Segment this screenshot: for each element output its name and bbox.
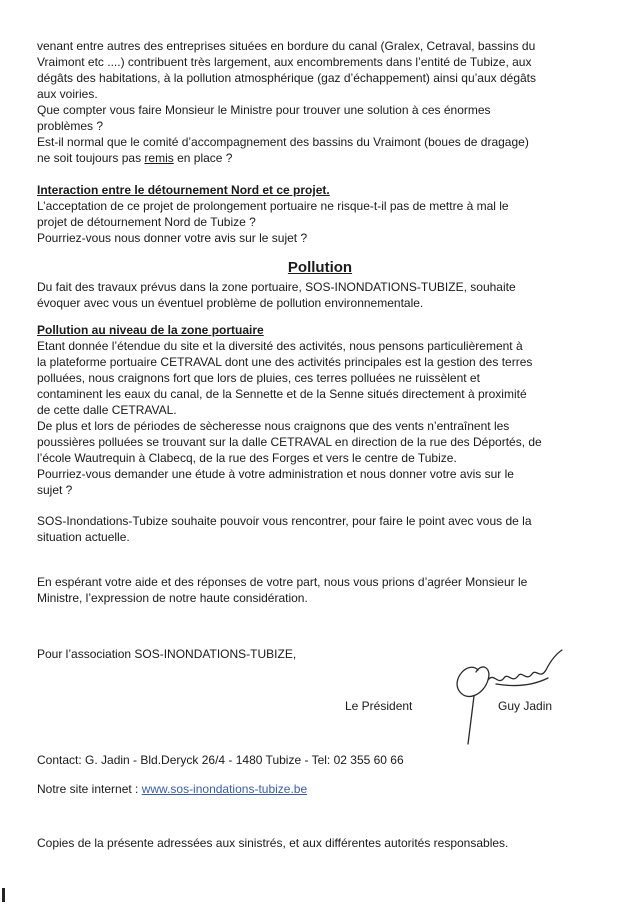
president-role: Le Président	[345, 699, 413, 713]
text-line: problèmes ?	[37, 119, 104, 133]
website-line	[37, 781, 307, 797]
meeting-paragraph	[37, 513, 603, 545]
text-line: sujet ?	[37, 483, 73, 497]
website-link[interactable]: www.sos-inondations-tubize.be	[141, 782, 308, 796]
text-line: la plateforme portuaire CETRAVAL dont une des activités principales est la gestion des terres	[37, 355, 533, 369]
intro-paragraph	[37, 38, 603, 166]
text-line: SOS-Inondations-Tubize souhaite pouvoir vous rencontrer, pour faire le point avec vous de la	[37, 514, 532, 528]
text-line: Vraimont etc ....) contribuent très largement, aux encombrements dans l’entité de Tubize, aux	[37, 55, 532, 69]
text-line: aux voiries.	[37, 87, 98, 101]
text-line: Du fait des travaux prévus dans la zone portuaire, SOS-INONDATIONS-TUBIZE, souhaite	[37, 280, 516, 294]
zone-section	[37, 322, 603, 498]
text-line: Est-il normal que le comité d’accompagnement des bassins du Vraimont (boues de dragage)	[37, 135, 529, 149]
text-line: contaminent les eaux du canal, de la Sennette et de la Senne situés directement à proximité	[37, 387, 527, 401]
section-heading: Pollution au niveau de la zone portuaire	[37, 323, 264, 337]
text-line: Ministre, l’expression de notre haute considération.	[37, 591, 308, 605]
section-heading: Interaction entre le détournement Nord et ce projet.	[37, 183, 330, 197]
text-line: de cette dalle CETRAVAL.	[37, 403, 177, 417]
president-name: Guy Jadin	[498, 699, 553, 713]
contact-line: Contact: G. Jadin - Bld.Deryck 26/4 - 1480 Tubize - Tel: 02 355 60 66	[37, 753, 404, 767]
text-fragment: ne soit toujours pas	[37, 151, 145, 165]
text-line: L’acceptation de ce projet de prolongement portuaire ne risque-t-il pas de mettre à mal le	[37, 199, 509, 213]
handwritten-signature	[438, 640, 568, 752]
text-line: venant entre autres des entreprises situées en bordure du canal (Gralex, Cetraval, bassins du	[37, 39, 536, 53]
association-line: Pour l’association SOS-INONDATIONS-TUBIZE,	[37, 647, 297, 661]
text-line: l’école Wautrequin à Clabecq, de la rue des Forges et vers le centre de Tubize.	[37, 451, 457, 465]
text-line: poussières polluées se trouvant sur la dalle CETRAVAL en direction de la rue des Déportés, de	[37, 435, 542, 449]
interaction-section	[37, 182, 603, 246]
text-line: évoquer avec vous un éventuel problème de pollution environnementale.	[37, 296, 424, 310]
text-line: situation actuelle.	[37, 530, 130, 544]
pollution-intro	[37, 279, 603, 311]
text-fragment: en place ?	[173, 151, 233, 165]
copies-line: Copies de la présente adressées aux sinistrés, et aux différentes autorités responsables.	[37, 836, 509, 850]
underlined-word: remis	[144, 151, 174, 165]
text-line: De plus et lors de périodes de sècheresse nous craignons que des vents n’entraînent les	[37, 419, 510, 433]
text-line: projet de détournement Nord de Tubize ?	[37, 215, 256, 229]
text-line: Pourriez-vous demander une étude à votre administration et nous donner votre avis sur le	[37, 467, 514, 481]
website-label: Notre site internet :	[37, 782, 142, 796]
text-line: polluées, nous craignons fort que lors de pluies, ces terres polluées ne ruissèlent et	[37, 371, 480, 385]
text-line: Que compter vous faire Monsieur le Ministre pour trouver une solution à ces énormes	[37, 103, 491, 117]
text-line: dégâts des habitations, à la pollution atmosphérique (gaz d’échappement) ainsi qu’aux dégâts	[37, 71, 536, 85]
text-line: Etant donnée l’étendue du site et la diversité des activités, nous pensons particulièrement à	[37, 339, 523, 353]
text-line	[37, 150, 603, 166]
text-line: En espérant votre aide et des réponses de votre part, nous vous prions d’agréer Monsieur le	[37, 575, 528, 589]
pollution-title: Pollution	[287, 259, 353, 276]
closing-paragraph	[37, 574, 603, 606]
text-line: Pourriez-vous nous donner votre avis sur le sujet ?	[37, 231, 308, 245]
scan-edge-mark	[2, 888, 5, 902]
